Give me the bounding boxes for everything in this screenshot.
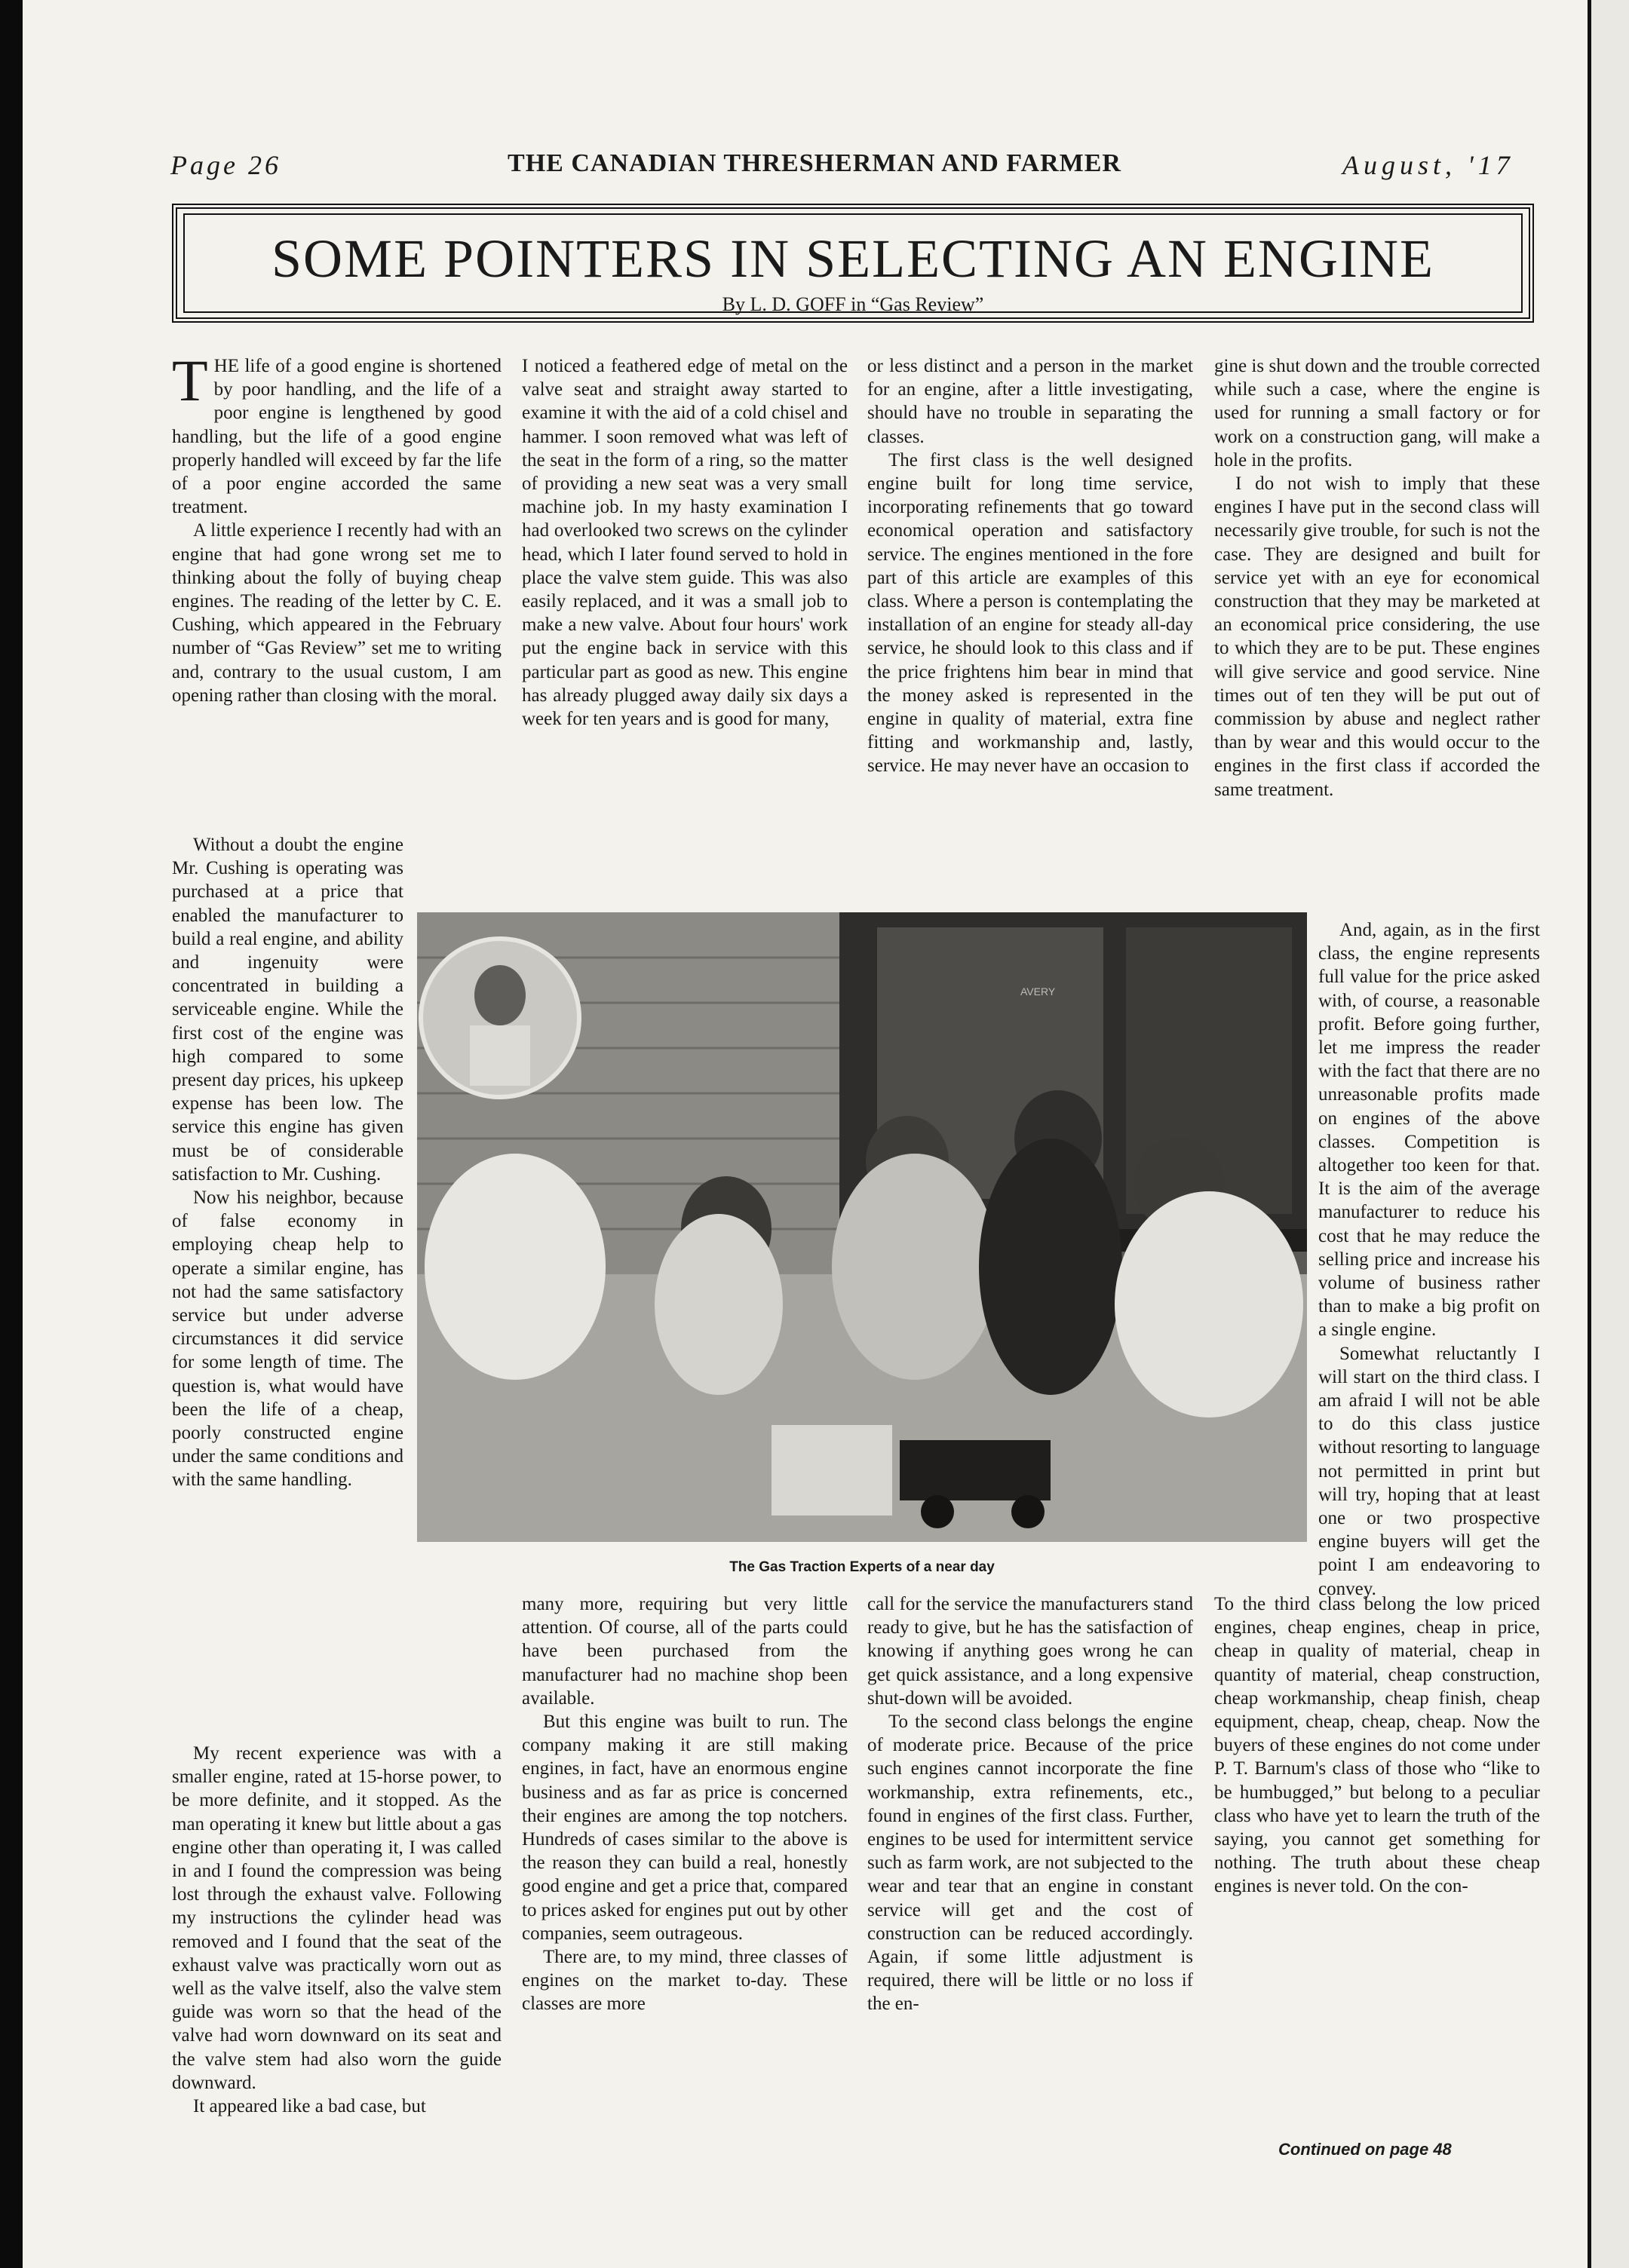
headline-frame: [183, 213, 1523, 313]
paragraph: To the third class belong the low priced engines, cheap engines, cheap in price, cheap in quality of material, cheap in quantity of material, cheap construction, cheap workmanship, cheap finish, cheap equipment, cheap, cheap, cheap. Now the buyers of these engines do not come under P. T. Barnum's class of those who “like to be humbugged,” but belong to a peculiar class who have yet to learn the truth of the saying, you cannot get something for nothing. The truth about these cheap engines is never told. On the con-: [1214, 1594, 1540, 1897]
paragraph: many more, requiring but very little attention. Of course, all of the parts could have been purchased from the manufacturer had no machine shop been available.: [522, 1594, 848, 1709]
paragraph: The first class is the well designed engine built for long time service, incorporating refinements that go toward economical operation and satisfactory service. The engines mentioned in the fore part of this article are examples of this class. Where a person is contemplating the installation of an engine for steady all-day service, he should look to this class and if the price frightens him bear in mind that the money asked is represented in the engine in quality of material, extra fine fitting and workmanship and, lastly, service. He may never have an occasion to: [867, 449, 1193, 777]
photo-caption: The Gas Traction Experts of a near day: [729, 1559, 995, 1575]
paragraph: THE life of a good engine is shortened by poor handling, and the life of a poor engine is lengthened by good handling, but the life of a good engine properly handled will exceed by far the life of a poor engine accorded the same treatment.: [172, 348, 502, 518]
paragraph: call for the service the manufacturers stand ready to give, but he has the satisfaction of knowing if anything goes wrong he can get quick assistance, and a long expensive shut-down will be avoided.: [867, 1594, 1193, 1709]
column-4-bottom: [1214, 1592, 1540, 1899]
column-3-top: [867, 354, 1193, 778]
byline: By L. D. GOFF in “Gas Review”: [722, 293, 984, 315]
column-2-top: [522, 354, 848, 731]
facing-page-edge: [1588, 0, 1629, 2268]
paragraph: Now his neighbor, because of false economy in employing cheap help to operate a similar engine, has not had the same satisfactory service but under adverse circumstances it did service for some length of time. The question is, what would have been the life of a cheap, poorly constructed engine under the same conditions and with the same handling.: [172, 1188, 403, 1491]
paragraph: Somewhat reluctantly I will start on the third class. I am afraid I will not be able to do this class justice without resorting to language not permitted in print but will try, hoping that at least one or two prospective engine buyers will get the point I am endeavoring to convey.: [1318, 1343, 1540, 1599]
paragraph: or less distinct and a person in the market for an engine, after a little investigating, should have no trouble in separating the classes.: [867, 356, 1193, 447]
paragraph: I noticed a feathered edge of metal on the valve seat and straight away started to examine it with the aid of a cold chisel and hammer. I soon removed what was left of the seat in the form of a ring, so the matter of providing a new seat was a very small machine job. In my hasty examination I had overlooked two screws on the cylinder head, which I later found served to hold in place the valve stem guide. This was also easily replaced, and it was a small job to make a new valve. About four hours' work put the engine back in service with this particular part as good as new. This engine has already plugged away daily six days a week for ten years and is good for many,: [522, 356, 848, 730]
paragraph: Without a doubt the engine Mr. Cushing is operating was purchased at a price that enabled the manufacturer to build a real engine, and ability and ingenuity were concentrated in building a serviceable engine. While the first cost of the engine was high compared to some present day prices, his upkeep expense has been low. The service this engine has given must be of considerable satisfaction to Mr. Cushing.: [172, 835, 403, 1185]
headline: SOME POINTERS IN SELECTING AN ENGINE: [272, 228, 1434, 289]
column-1-wrap: [172, 833, 403, 1492]
photo-illustration: [417, 912, 1307, 1542]
issue-date: August, '17: [1342, 150, 1514, 180]
column-1-bottom: [172, 1742, 502, 2118]
paragraph: There are, to my mind, three classes of engines on the market to-day. These classes are more: [522, 1947, 848, 2015]
paragraph: And, again, as in the first class, the engine represents full value for the price asked with, of course, a reasonable profit. Before going further, let me impress the reader with the fact that there are no unreasonable profits made on engines of the above classes. Competition is altogether too keen for that. It is the aim of the average manufacturer to reduce his cost that he may reduce the selling price and increase his volume of business rather than to make a big profit on a single engine.: [1318, 920, 1540, 1341]
publication-title: THE CANADIAN THRESHERMAN AND FARMER: [508, 149, 1121, 177]
paragraph: But this engine was built to run. The company making it are still making engines, in fact, have an enormous engine business and as far as price is concerned their engines are among the top notchers. Hundreds of cases similar to the above is the reason they can build a real, honestly good engine and get a price that, compared to prices asked for engines put out by other companies, seem outrageous.: [522, 1712, 848, 1944]
paragraph: My recent experience was with a smaller engine, rated at 15-horse power, to be more definite, and it stopped. As the man operating it knew but little about a gas engine other than operating it, I was called in and I found the compression was being lost through the exhaust valve. Following my instructions the cylinder head was removed and I found that the seat of the exhaust valve was practically worn out as well as the valve itself, also the valve stem guide was worn so that the head of the valve had worn downward on its seat and the valve stem had also worn the guide downward.: [172, 1743, 502, 2093]
column-2-bottom: [522, 1592, 848, 2016]
paragraph: To the second class belongs the engine of moderate price. Because of the price such engines cannot incorporate the fine workmanship, extra refinements, etc., found in engines of the first class. Further, engines to be used for intermittent service such as farm work, are not subjected to the wear and tear that an engine in constant service will get and the cost of construction can be reduced accordingly. Again, if some little adjustment is required, there will be little or no loss if the en-: [867, 1712, 1193, 2015]
sign-text: AVERY: [1020, 985, 1056, 998]
headline-box: [172, 204, 1534, 323]
column-3-bottom: [867, 1592, 1193, 2016]
paragraph: A little experience I recently had with an engine that had gone wrong set me to thinking about the folly of buying cheap engines. The reading of the letter by C. E. Cushing, which appeared in the February number of “Gas Review” set me to writing and, contrary to the usual custom, I am opening rather than closing with the moral.: [172, 520, 502, 706]
page-number: Page 26: [170, 150, 281, 180]
photograph: [417, 912, 1307, 1542]
column-4-wrap: [1318, 918, 1540, 1601]
column-4-top: [1214, 354, 1540, 801]
paragraph: It appeared like a bad case, but: [193, 2096, 426, 2117]
continued-note: Continued on page 48: [1278, 2140, 1452, 2159]
column-1-top: [172, 348, 502, 707]
paragraph: gine is shut down and the trouble corrected while such a case, where the engine is used for running a small factory or for work on a construction gang, will make a hole in the profits.: [1214, 356, 1540, 470]
paragraph: I do not wish to imply that these engines I have put in the second class will necessarily give trouble, for such is not the case. They are designed and built for service yet with an eye for economical construction that they may be marketed at an economical price considering, the use to which they are to be put. These engines will give service and good service. Nine times out of ten they will be put out of commission by abuse and neglect rather than by wear and this would occur to the engines in the first class if accorded the same treatment.: [1214, 474, 1540, 800]
drop-cap: T: [172, 348, 208, 413]
